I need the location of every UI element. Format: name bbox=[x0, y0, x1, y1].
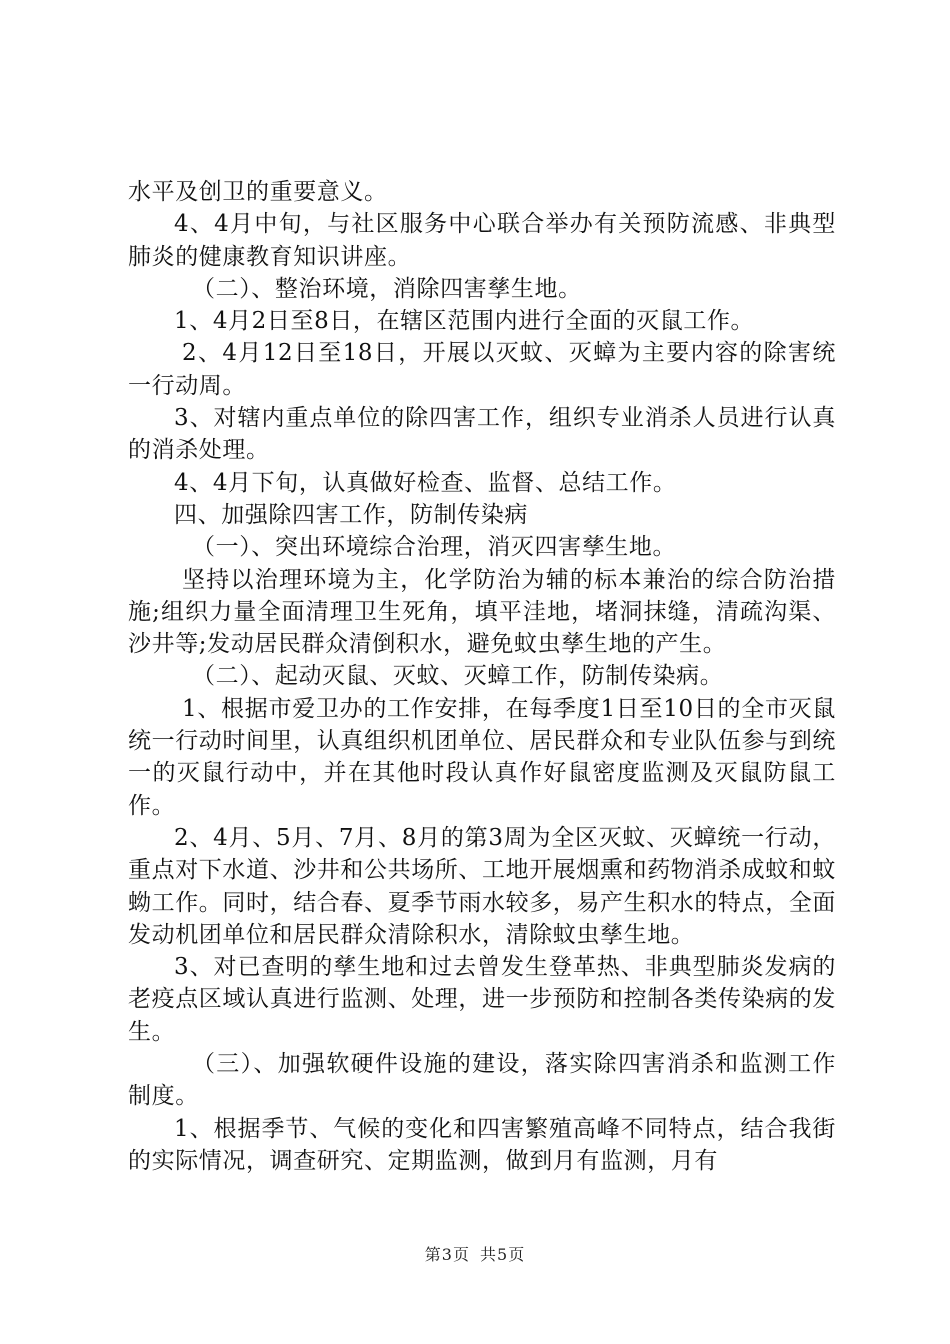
document-body bbox=[128, 176, 836, 1177]
section-heading-3: （三）、加强软硬件设施的建设，落实除四害消杀和监测工作制度。 bbox=[128, 1051, 836, 1110]
total-pages: 共5页 bbox=[480, 1245, 526, 1264]
paragraph-item-4-inspection: 4、4月下旬，认真做好检查、监督、总结工作。 bbox=[174, 469, 677, 496]
page-number: 第3页 bbox=[424, 1245, 470, 1264]
paragraph-item-3-disinfection: 3、对辖内重点单位的除四害工作，组织专业消杀人员进行认真的消杀处理。 bbox=[128, 405, 836, 464]
paragraph-item-2-mosquito: 2、4月12日至18日，开展以灭蚊、灭蟑为主要内容的除害统一行动周。 bbox=[128, 340, 836, 399]
paragraph-item-2-weekly: 2、4月、5月、7月、8月的第3周为全区灭蚊、灭蟑统一行动，重点对下水道、沙井和公共场所、工地开展烟熏和药物消杀成蚊和蚊蚴工作。同时，结合春、夏季节雨水较多，易产生积水的特点，全面发动机团单位和居民群众清除积水，清除蚊虫孳生地。 bbox=[128, 824, 836, 948]
section-heading-1: （一）、突出环境综合治理，消灭四害孳生地。 bbox=[192, 534, 677, 561]
page-footer bbox=[0, 1242, 950, 1265]
paragraph-item-1-rodent: 1、4月2日至8日，在辖区范围内进行全面的灭鼠工作。 bbox=[174, 308, 755, 335]
paragraph-item-3-monitoring: 3、对已查明的孳生地和过去曾发生登革热、非典型肺炎发病的老疫点区域认真进行监测、处理，进一步预防和控制各类传染病的发生。 bbox=[128, 954, 836, 1045]
paragraph-item-4-lecture: 4、4月中旬，与社区服务中心联合举办有关预防流感、非典型肺炎的健康教育知识讲座。 bbox=[128, 211, 836, 270]
paragraph-continuation: 水平及创卫的重要意义。 bbox=[128, 179, 388, 205]
paragraph-item-1-city-plan: 1、根据市爱卫办的工作安排，在每季度1日至10日的全市灭鼠统一行动时间里，认真组织机团单位、居民群众和专业队伍参与到统一的灭鼠行动中，并在其他时段认真作好鼠密度监测及灭鼠防鼠工作。 bbox=[128, 695, 836, 819]
paragraph-environment: 坚持以治理环境为主，化学防治为辅的标本兼治的综合防治措施;组织力量全面清理卫生死角，填平洼地，堵洞抹缝，清疏沟渠、沙井等;发动居民群众清倒积水，避免蚊虫孳生地的产生。 bbox=[128, 566, 836, 658]
section-heading-2: （二）、整治环境，消除四害孳生地。 bbox=[192, 275, 582, 302]
chapter-heading-4: 四、加强除四害工作，防制传染病 bbox=[174, 501, 528, 528]
section-heading-2b: （二）、起动灭鼠、灭蚊、灭蟑工作，防制传染病。 bbox=[192, 663, 724, 690]
paragraph-item-1-season: 1、根据季节、气候的变化和四害繁殖高峰不同特点，结合我街的实际情况，调查研究、定期监测，做到月有监测，月有 bbox=[128, 1115, 836, 1174]
